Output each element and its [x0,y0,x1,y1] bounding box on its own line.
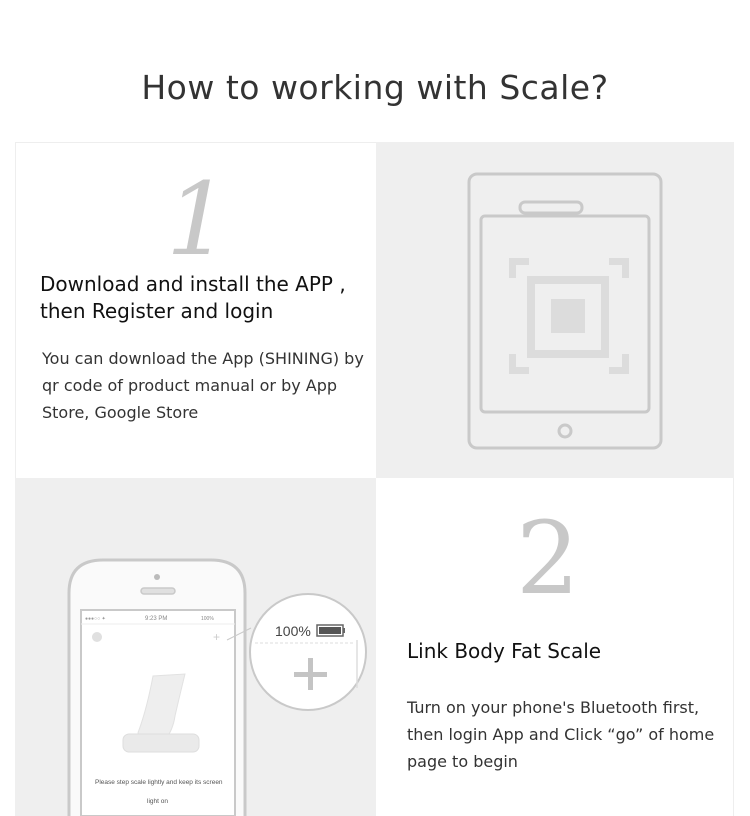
status-battery: 100% [201,616,214,622]
step-1-card [15,142,376,478]
status-time: 9:23 PM [145,616,168,622]
page-title: How to working with Scale? [141,68,609,107]
step-1-number: 1 [166,161,230,278]
phone-illustration-panel [15,478,376,816]
svg-text:+: + [213,630,221,644]
step-2-heading: Link Body Fat Scale [407,639,602,663]
tablet-qr-scan-icon [376,142,734,478]
step-2-description: Turn on your phone's Bluetooth first, then login App and Click “go” of home page to begin [407,698,715,771]
phone-instruction: Please step scale lightly and keep its screen [95,779,223,786]
svg-text:●●●○○ ✦: ●●●○○ ✦ [85,616,106,622]
step-1-heading: Download and install the APP , then Register and login [40,272,346,323]
step-2-card [376,478,734,816]
tablet-illustration-panel [376,142,734,478]
phone-illustration [15,478,376,816]
zoom-battery-text: 100% [275,623,311,639]
phone-instruction-line2: light on [147,798,168,805]
step-2-number: 2 [516,500,580,617]
step-1-description: You can download the App (SHINING) by qr code of product manual or by App Store, Google Store [42,349,364,422]
